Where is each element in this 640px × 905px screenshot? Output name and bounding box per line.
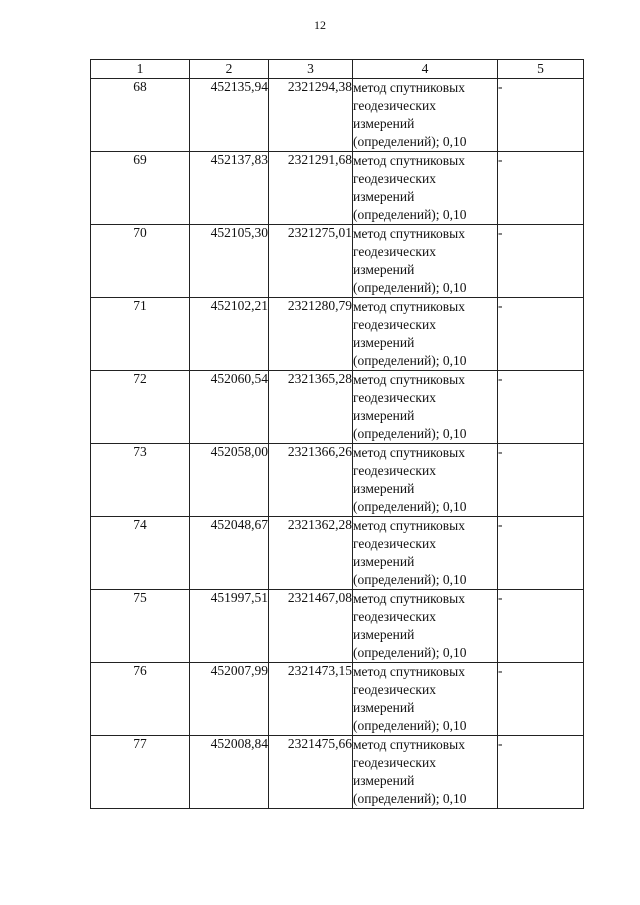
coordinate-y-cell: 2321291,68 bbox=[269, 152, 353, 225]
method-cell bbox=[353, 444, 498, 517]
point-number-cell: 77 bbox=[91, 736, 190, 809]
method-text-line: измерений bbox=[353, 700, 415, 715]
coordinate-y-cell: 2321362,28 bbox=[269, 517, 353, 590]
method-text-line: измерений bbox=[353, 627, 415, 642]
method-text-line: метод спутниковых bbox=[353, 737, 465, 752]
note-cell: - bbox=[498, 371, 584, 444]
point-number-cell: 68 bbox=[91, 79, 190, 152]
coordinate-x-cell: 452007,99 bbox=[190, 663, 269, 736]
method-text-line: метод спутниковых bbox=[353, 80, 465, 95]
page-number: 12 bbox=[314, 18, 326, 32]
method-text-line: (определений); 0,10 bbox=[353, 645, 467, 660]
note-cell: - bbox=[498, 663, 584, 736]
header-row bbox=[91, 60, 584, 79]
method-cell bbox=[353, 152, 498, 225]
note-cell: - bbox=[498, 736, 584, 809]
method-text-line: измерений bbox=[353, 335, 415, 350]
header-col-1: 1 bbox=[91, 60, 190, 79]
method-text-line: измерений bbox=[353, 116, 415, 131]
table-row bbox=[91, 663, 584, 736]
method-text-line: геодезических bbox=[353, 390, 436, 405]
note-cell: - bbox=[498, 444, 584, 517]
method-text-line: геодезических bbox=[353, 317, 436, 332]
table-header bbox=[91, 60, 584, 79]
point-number-cell: 73 bbox=[91, 444, 190, 517]
method-text-line: геодезических bbox=[353, 244, 436, 259]
method-text-line: метод спутниковых bbox=[353, 226, 465, 241]
table-row bbox=[91, 371, 584, 444]
method-cell bbox=[353, 736, 498, 809]
method-cell bbox=[353, 590, 498, 663]
method-text-line: метод спутниковых bbox=[353, 299, 465, 314]
method-text-line: (определений); 0,10 bbox=[353, 426, 467, 441]
method-text-line: геодезических bbox=[353, 463, 436, 478]
coordinates-table bbox=[90, 59, 584, 809]
method-text-line: (определений); 0,10 bbox=[353, 572, 467, 587]
method-text-line: геодезических bbox=[353, 98, 436, 113]
method-text-line: геодезических bbox=[353, 171, 436, 186]
method-text-line: геодезических bbox=[353, 755, 436, 770]
coordinate-x-cell: 451997,51 bbox=[190, 590, 269, 663]
method-cell bbox=[353, 298, 498, 371]
method-text-line: метод спутниковых bbox=[353, 372, 465, 387]
note-cell: - bbox=[498, 79, 584, 152]
header-col-3: 3 bbox=[269, 60, 353, 79]
point-number-cell: 76 bbox=[91, 663, 190, 736]
method-text-line: геодезических bbox=[353, 536, 436, 551]
coordinate-x-cell: 452058,00 bbox=[190, 444, 269, 517]
coordinate-x-cell: 452105,30 bbox=[190, 225, 269, 298]
method-text-line: измерений bbox=[353, 481, 415, 496]
coordinate-y-cell: 2321366,26 bbox=[269, 444, 353, 517]
method-text-line: геодезических bbox=[353, 682, 436, 697]
table-row bbox=[91, 79, 584, 152]
note-cell: - bbox=[498, 590, 584, 663]
method-text-line: метод спутниковых bbox=[353, 518, 465, 533]
note-cell: - bbox=[498, 298, 584, 371]
header-col-5: 5 bbox=[498, 60, 584, 79]
method-text-line: геодезических bbox=[353, 609, 436, 624]
coordinate-y-cell: 2321467,08 bbox=[269, 590, 353, 663]
method-text-line: (определений); 0,10 bbox=[353, 280, 467, 295]
note-cell: - bbox=[498, 152, 584, 225]
method-text-line: метод спутниковых bbox=[353, 153, 465, 168]
coordinate-x-cell: 452137,83 bbox=[190, 152, 269, 225]
table-row bbox=[91, 152, 584, 225]
coordinate-y-cell: 2321473,15 bbox=[269, 663, 353, 736]
method-text-line: измерений bbox=[353, 189, 415, 204]
coordinate-x-cell: 452060,54 bbox=[190, 371, 269, 444]
table-row bbox=[91, 444, 584, 517]
method-text-line: измерений bbox=[353, 408, 415, 423]
method-text-line: (определений); 0,10 bbox=[353, 718, 467, 733]
coordinate-y-cell: 2321365,28 bbox=[269, 371, 353, 444]
coordinate-y-cell: 2321275,01 bbox=[269, 225, 353, 298]
header-col-2: 2 bbox=[190, 60, 269, 79]
coordinate-y-cell: 2321280,79 bbox=[269, 298, 353, 371]
method-text-line: (определений); 0,10 bbox=[353, 499, 467, 514]
method-cell bbox=[353, 225, 498, 298]
note-cell: - bbox=[498, 225, 584, 298]
point-number-cell: 75 bbox=[91, 590, 190, 663]
method-text-line: метод спутниковых bbox=[353, 664, 465, 679]
method-text-line: (определений); 0,10 bbox=[353, 134, 467, 149]
table-row bbox=[91, 298, 584, 371]
table-row bbox=[91, 517, 584, 590]
point-number-cell: 70 bbox=[91, 225, 190, 298]
method-text-line: (определений); 0,10 bbox=[353, 353, 467, 368]
table-row bbox=[91, 225, 584, 298]
coordinate-x-cell: 452048,67 bbox=[190, 517, 269, 590]
method-text-line: (определений); 0,10 bbox=[353, 791, 467, 806]
method-text-line: метод спутниковых bbox=[353, 591, 465, 606]
coordinate-x-cell: 452135,94 bbox=[190, 79, 269, 152]
method-cell bbox=[353, 663, 498, 736]
method-cell bbox=[353, 79, 498, 152]
method-text-line: измерений bbox=[353, 554, 415, 569]
method-text-line: измерений bbox=[353, 262, 415, 277]
method-text-line: (определений); 0,10 bbox=[353, 207, 467, 222]
table-row bbox=[91, 736, 584, 809]
point-number-cell: 69 bbox=[91, 152, 190, 225]
point-number-cell: 74 bbox=[91, 517, 190, 590]
method-cell bbox=[353, 371, 498, 444]
point-number-cell: 72 bbox=[91, 371, 190, 444]
coordinate-x-cell: 452102,21 bbox=[190, 298, 269, 371]
method-text-line: метод спутниковых bbox=[353, 445, 465, 460]
table-body bbox=[91, 79, 584, 809]
method-cell bbox=[353, 517, 498, 590]
table-row bbox=[91, 590, 584, 663]
note-cell: - bbox=[498, 517, 584, 590]
point-number-cell: 71 bbox=[91, 298, 190, 371]
header-col-4: 4 bbox=[353, 60, 498, 79]
method-text-line: измерений bbox=[353, 773, 415, 788]
coordinate-x-cell: 452008,84 bbox=[190, 736, 269, 809]
coordinate-y-cell: 2321294,38 bbox=[269, 79, 353, 152]
coordinate-y-cell: 2321475,66 bbox=[269, 736, 353, 809]
